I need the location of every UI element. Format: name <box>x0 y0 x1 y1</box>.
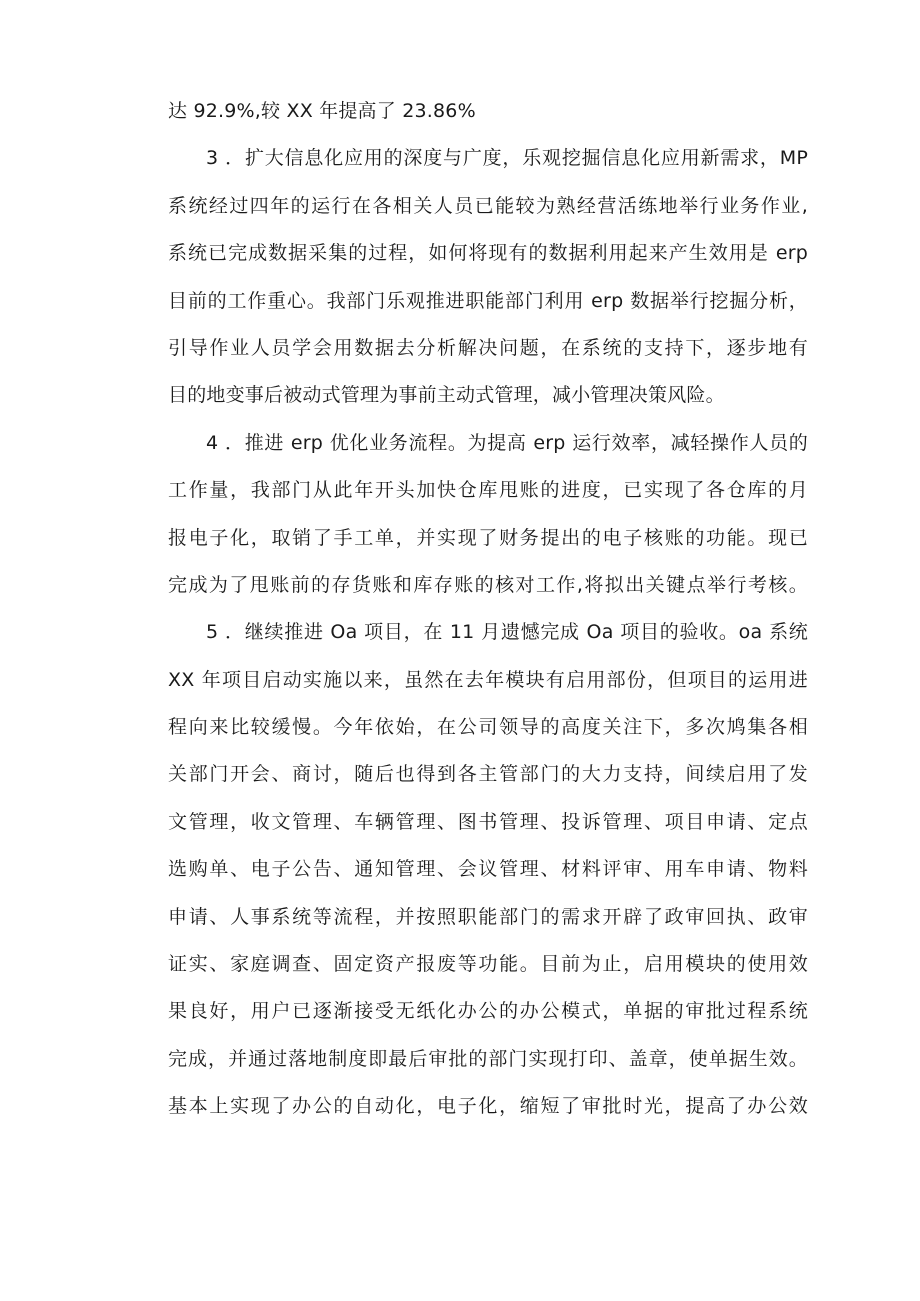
text-line: 果良好，用户已逐渐接受无纸化办公的办公模式，单据的审批过程系统 <box>168 1000 808 1023</box>
text-line: 基本上实现了办公的自动化，电子化，缩短了审批时光，提高了办公效 <box>168 1095 808 1118</box>
paragraph-5-heading-line: 5 ．继续推进 Oa 项目，在 11 月遗憾完成 Oa 项目的验收。oa 系统 <box>206 621 808 644</box>
paragraph-4-heading-line: 4 ．推进 erp 优化业务流程。为提高 erp 运行效率，减轻操作人员的 <box>206 431 808 454</box>
text-line: 证实、家庭调查、固定资产报废等功能。目前为止，启用模块的使用效 <box>168 953 808 976</box>
text-line: XX 年项目启动实施以来，虽然在去年模块有启用部份，但项目的运用进 <box>168 668 808 691</box>
text-line: 程向来比较缓慢。今年依始，在公司领导的高度关注下，多次鸠集各相 <box>168 716 808 739</box>
text-line: 目前的工作重心。我部门乐观推进职能部门利用 erp 数据举行挖掘分析， <box>168 289 808 312</box>
text-line: 报电子化，取销了手工单，并实现了财务提出的电子核账的功能。现已 <box>168 526 808 549</box>
text-line: 申请、人事系统等流程，并按照职能部门的需求开辟了政审回执、政审 <box>168 905 808 928</box>
text-line: 达 92.9%,较 XX 年提高了 23.86% <box>168 100 476 122</box>
text-line: 系统经过四年的运行在各相关人员已能较为熟经营活练地举行业务作业, <box>168 194 808 217</box>
paragraph-3-heading-line: 3 ．扩大信息化应用的深度与广度，乐观挖掘信息化应用新需求，MP <box>206 147 808 170</box>
body-text <box>168 88 808 1131</box>
text-line: 关部门开会、商讨，随后也得到各主管部门的大力支持，间续启用了发 <box>168 763 808 786</box>
text-line: 完成为了甩账前的存货账和库存账的核对工作,将拟出关键点举行考核。 <box>168 573 808 596</box>
text-line: 工作量，我部门从此年开头加快仓库甩账的进度，已实现了各仓库的月 <box>168 479 808 502</box>
text-line: 引导作业人员学会用数据去分析解决问题，在系统的支持下，逐步地有 <box>168 336 808 359</box>
text-line: 文管理，收文管理、车辆管理、图书管理、投诉管理、项目申请、定点 <box>168 810 808 833</box>
text-line: 选购单、电子公告、通知管理、会议管理、材料评审、用车申请、物料 <box>168 858 808 881</box>
text-line: 完成，并通过落地制度即最后审批的部门实现打印、盖章，使单据生效。 <box>168 1047 808 1070</box>
text-line: 系统已完成数据采集的过程，如何将现有的数据利用起来产生效用是 erp <box>168 242 808 265</box>
text-line: 目的地变事后被动式管理为事前主动式管理，减小管理决策风险。 <box>168 384 725 407</box>
